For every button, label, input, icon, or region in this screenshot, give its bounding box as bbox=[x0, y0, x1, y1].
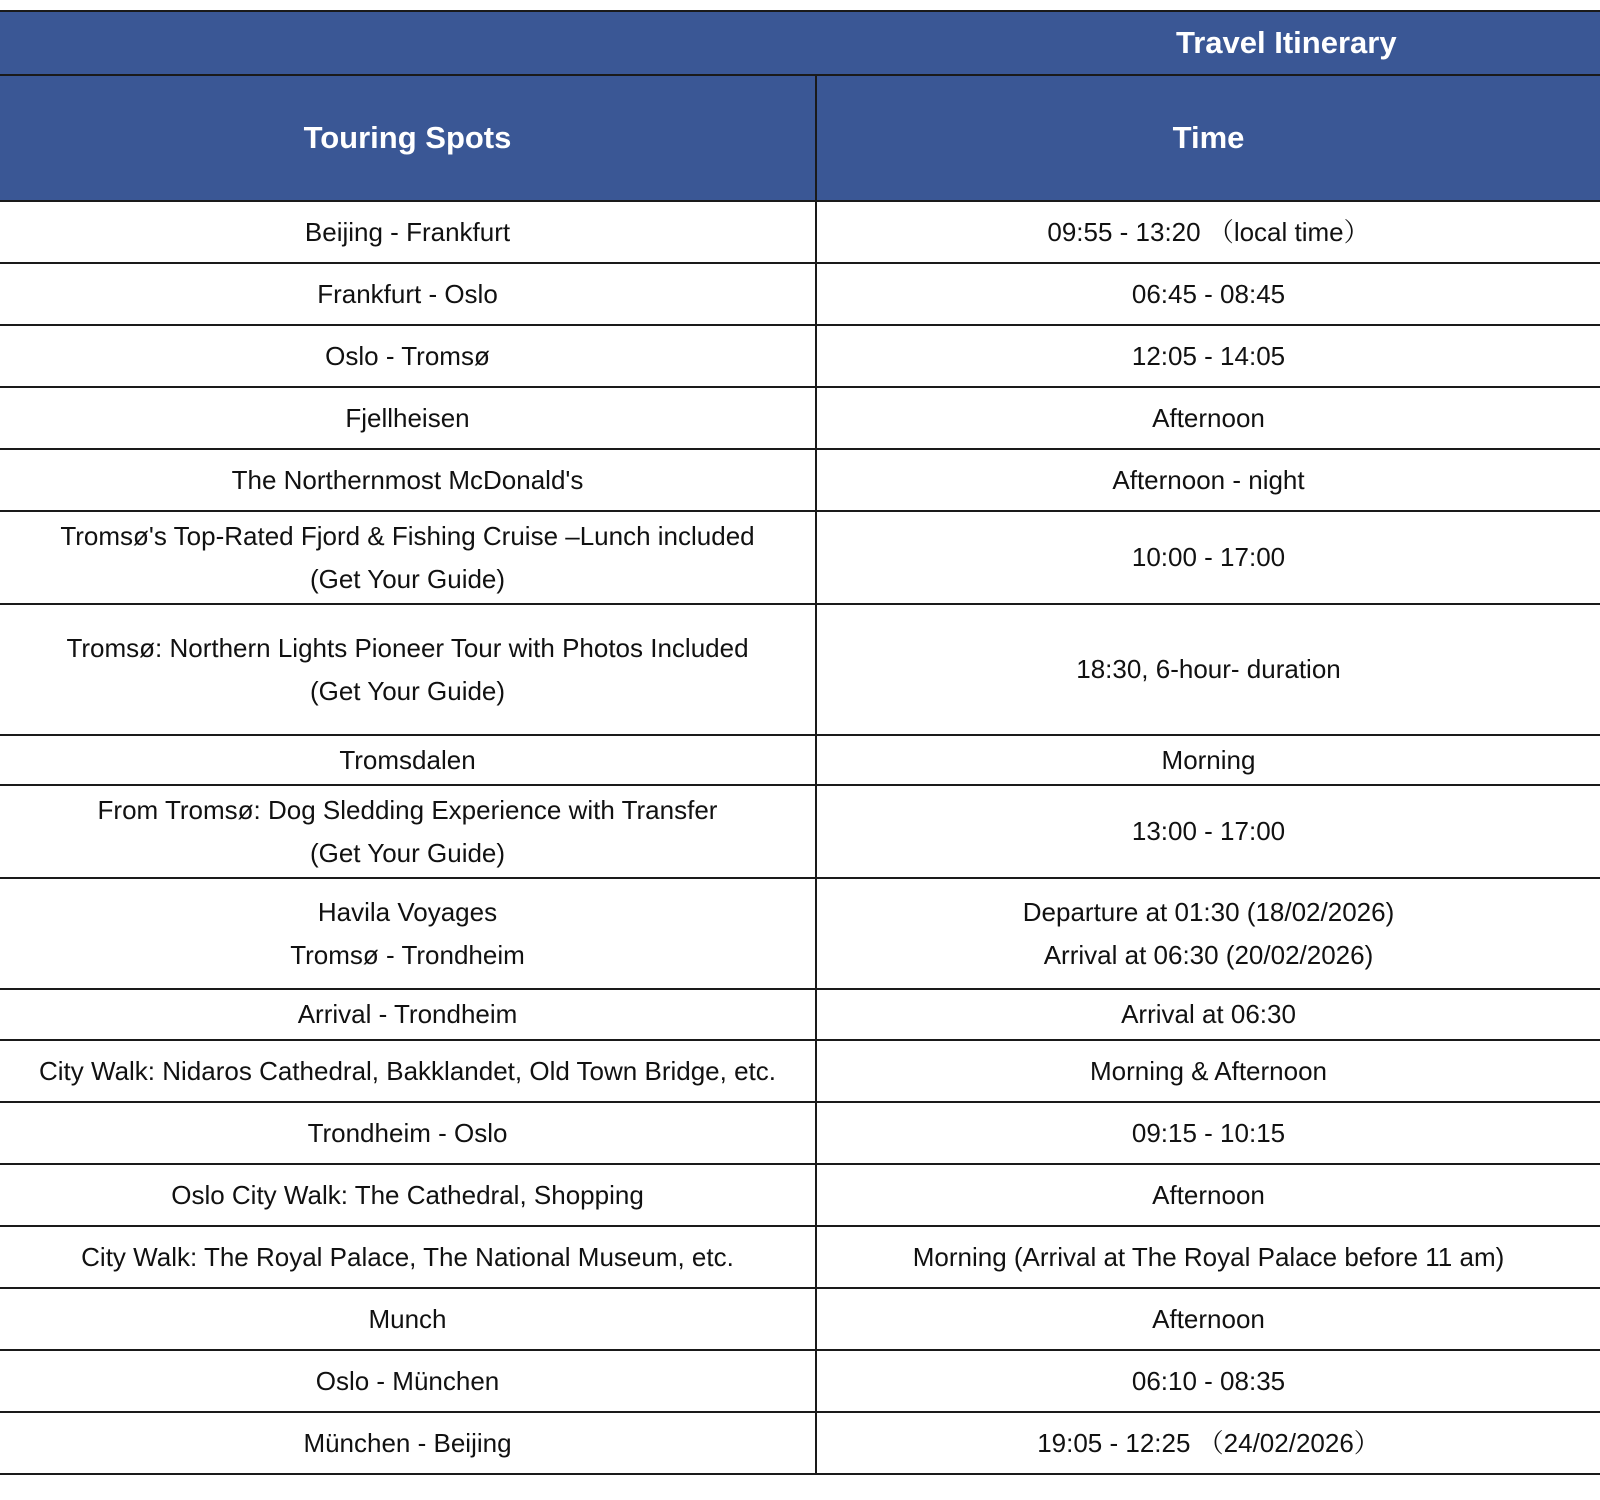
time-text: Afternoon bbox=[1152, 1179, 1265, 1210]
touring-spot-text: (Get Your Guide) bbox=[309, 675, 506, 706]
time-cell bbox=[816, 1350, 1600, 1412]
table-row bbox=[0, 511, 1600, 604]
table-row bbox=[0, 1412, 1600, 1474]
touring-spot-text: München - Beijing bbox=[303, 1427, 512, 1458]
touring-spot-cell bbox=[0, 1164, 816, 1226]
header-touring-spots: Touring Spots bbox=[0, 75, 816, 201]
touring-spot-text: Fjellheisen bbox=[345, 402, 470, 433]
touring-spot-cell bbox=[0, 201, 816, 263]
touring-spot-cell bbox=[0, 989, 816, 1040]
touring-spot-text: (Get Your Guide) bbox=[309, 837, 506, 868]
time-text: Morning (Arrival at The Royal Palace before 11 am) bbox=[912, 1241, 1505, 1272]
table-row bbox=[0, 1226, 1600, 1288]
table-row bbox=[0, 1288, 1600, 1350]
touring-spot-text: Arrival - Trondheim bbox=[297, 999, 518, 1029]
table-row bbox=[0, 263, 1600, 325]
touring-spot-cell bbox=[0, 878, 816, 989]
touring-spot-text: City Walk: Nidaros Cathedral, Bakklandet, Old Town Bridge, etc. bbox=[39, 1055, 776, 1086]
title-row bbox=[0, 11, 1600, 75]
time-cell bbox=[816, 263, 1600, 325]
table-row bbox=[0, 735, 1600, 785]
touring-spot-text: Oslo - Tromsø bbox=[325, 340, 490, 371]
touring-spot-cell bbox=[0, 263, 816, 325]
table-row bbox=[0, 878, 1600, 989]
time-cell bbox=[816, 449, 1600, 511]
itinerary-rows bbox=[0, 201, 1600, 1474]
time-text: Arrival at 06:30 (20/02/2026) bbox=[1043, 939, 1374, 970]
time-text: Afternoon bbox=[1152, 402, 1265, 433]
time-cell bbox=[816, 1102, 1600, 1164]
time-cell bbox=[816, 1412, 1600, 1474]
touring-spot-cell bbox=[0, 325, 816, 387]
itinerary-table bbox=[0, 10, 1600, 1475]
touring-spot-cell bbox=[0, 1040, 816, 1102]
table-row bbox=[0, 1040, 1600, 1102]
touring-spot-text: City Walk: The Royal Palace, The National Museum, etc. bbox=[81, 1241, 734, 1272]
table-row bbox=[0, 604, 1600, 735]
time-text: 18:30, 6-hour- duration bbox=[1076, 654, 1341, 684]
time-cell bbox=[816, 387, 1600, 449]
touring-spot-cell bbox=[0, 511, 816, 604]
time-text: Afternoon - night bbox=[1112, 464, 1305, 495]
touring-spot-text: Tromsø: Northern Lights Pioneer Tour with Photos Included bbox=[66, 632, 749, 663]
touring-spot-text: Oslo - München bbox=[315, 1365, 500, 1396]
time-text: 06:45 - 08:45 bbox=[1131, 278, 1286, 309]
touring-spot-text: (Get Your Guide) bbox=[309, 563, 506, 594]
touring-spot-cell bbox=[0, 449, 816, 511]
time-cell bbox=[816, 201, 1600, 263]
table-row bbox=[0, 785, 1600, 878]
touring-spot-text: Munch bbox=[368, 1303, 447, 1334]
table-row bbox=[0, 449, 1600, 511]
touring-spot-text: Havila Voyages bbox=[317, 896, 498, 927]
time-cell bbox=[816, 1226, 1600, 1288]
time-cell bbox=[816, 1040, 1600, 1102]
touring-spot-cell bbox=[0, 1350, 816, 1412]
time-text: 10:00 - 17:00 bbox=[1131, 542, 1286, 572]
table-row bbox=[0, 989, 1600, 1040]
touring-spot-cell bbox=[0, 785, 816, 878]
touring-spot-cell bbox=[0, 387, 816, 449]
touring-spot-cell bbox=[0, 1412, 816, 1474]
time-cell bbox=[816, 511, 1600, 604]
touring-spot-text: Tromsdalen bbox=[339, 744, 476, 775]
time-cell bbox=[816, 1164, 1600, 1226]
time-text: 06:10 - 08:35 bbox=[1131, 1365, 1286, 1396]
table-title: Travel Itinerary bbox=[1176, 25, 1397, 60]
touring-spot-text: Tromsø - Trondheim bbox=[290, 939, 525, 970]
time-cell bbox=[816, 735, 1600, 785]
table-row bbox=[0, 1102, 1600, 1164]
table-row bbox=[0, 1164, 1600, 1226]
header-time: Time bbox=[816, 75, 1600, 201]
time-cell bbox=[816, 325, 1600, 387]
time-text: Morning & Afternoon bbox=[1089, 1055, 1328, 1086]
time-cell bbox=[816, 989, 1600, 1040]
time-text: Morning bbox=[1161, 744, 1256, 775]
time-cell bbox=[816, 878, 1600, 989]
touring-spot-text: The Northernmost McDonald's bbox=[231, 464, 584, 495]
time-text: 13:00 - 17:00 bbox=[1131, 816, 1286, 846]
touring-spot-cell bbox=[0, 604, 816, 735]
touring-spot-cell bbox=[0, 1288, 816, 1350]
time-cell bbox=[816, 785, 1600, 878]
touring-spot-text: Beijing - Frankfurt bbox=[304, 216, 511, 247]
touring-spot-text: Frankfurt - Oslo bbox=[317, 278, 498, 309]
table-row bbox=[0, 387, 1600, 449]
title-cell bbox=[0, 11, 1600, 75]
time-text: 09:55 - 13:20 （local time） bbox=[1047, 216, 1370, 247]
touring-spot-text: Tromsø's Top-Rated Fjord & Fishing Cruise –Lunch included bbox=[60, 520, 755, 551]
header-row bbox=[0, 75, 1600, 201]
time-text: Arrival at 06:30 bbox=[1121, 999, 1296, 1029]
table-row bbox=[0, 325, 1600, 387]
touring-spot-text: Oslo City Walk: The Cathedral, Shopping bbox=[171, 1179, 644, 1210]
table-row bbox=[0, 201, 1600, 263]
time-text: 09:15 - 10:15 bbox=[1131, 1117, 1286, 1148]
table-row bbox=[0, 1350, 1600, 1412]
touring-spot-text: From Tromsø: Dog Sledding Experience with Transfer bbox=[97, 794, 718, 825]
time-text: 19:05 - 12:25 （24/02/2026） bbox=[1037, 1427, 1380, 1458]
time-text: 12:05 - 14:05 bbox=[1131, 340, 1286, 371]
time-text: Afternoon bbox=[1152, 1303, 1265, 1334]
touring-spot-cell bbox=[0, 735, 816, 785]
touring-spot-cell bbox=[0, 1102, 816, 1164]
touring-spot-cell bbox=[0, 1226, 816, 1288]
time-cell bbox=[816, 1288, 1600, 1350]
touring-spot-text: Trondheim - Oslo bbox=[307, 1117, 508, 1148]
time-cell bbox=[816, 604, 1600, 735]
time-text: Departure at 01:30 (18/02/2026) bbox=[1022, 896, 1395, 927]
